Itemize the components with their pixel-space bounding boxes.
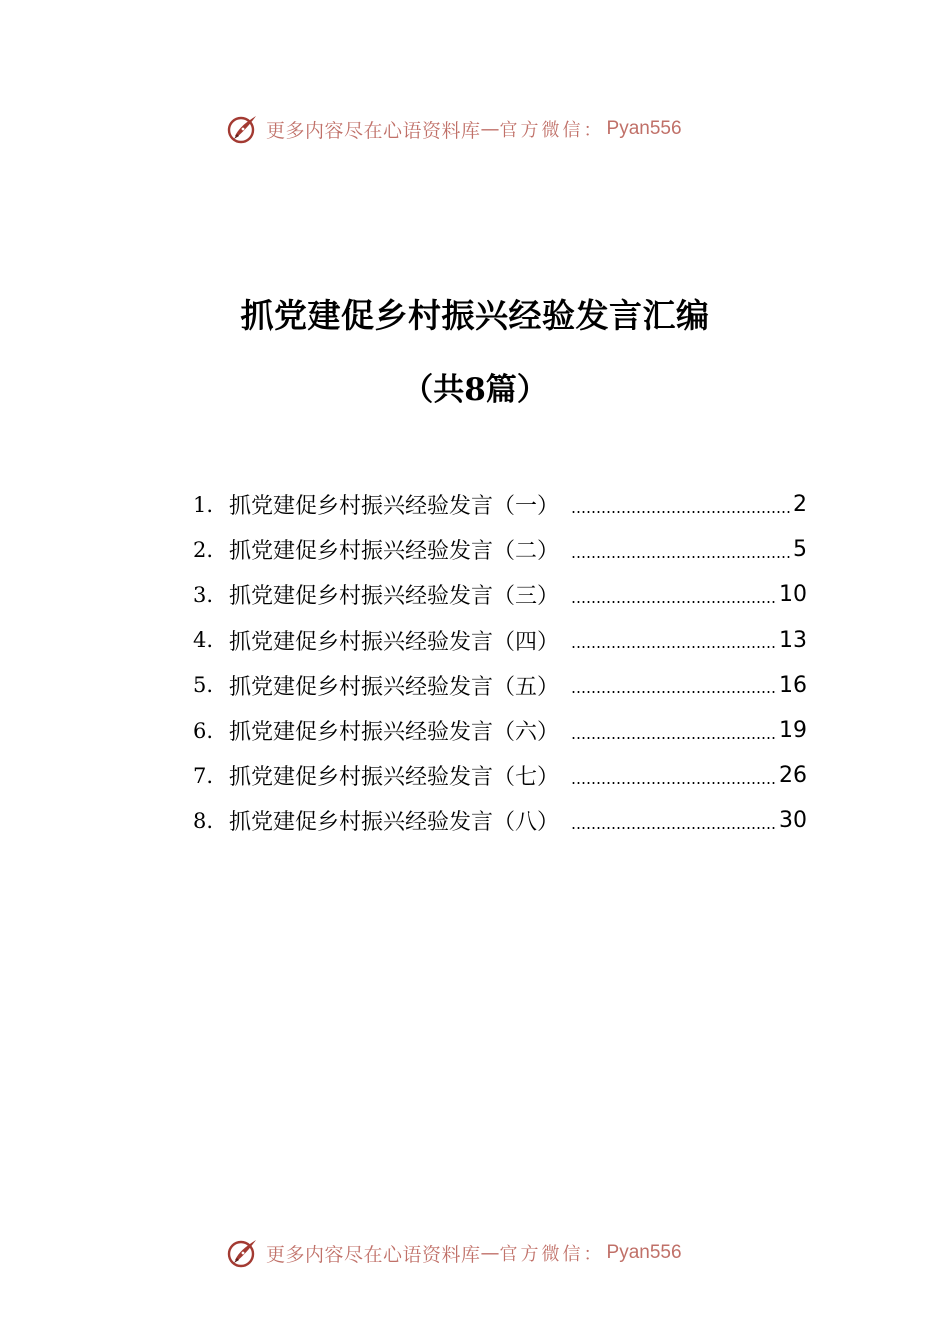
toc-entry-number: 4. <box>193 628 214 653</box>
fountain-pen-logo-icon <box>226 1236 260 1270</box>
toc-entry-number: 5. <box>193 673 214 698</box>
toc-entry-page: 26 <box>779 763 807 789</box>
banner-wechat-id: Pyan556 <box>606 1242 682 1263</box>
toc-entry-number: 2. <box>193 537 214 562</box>
banner-main-text: 更多内容尽在心语资料库 <box>266 119 481 142</box>
toc-entry-page: 16 <box>779 672 807 698</box>
toc-entry-number: 3. <box>193 582 214 607</box>
toc-dot-leader <box>571 691 777 693</box>
toc-entry-2[interactable] <box>193 527 807 572</box>
toc-entry-number: 6. <box>193 718 214 743</box>
toc-entry-page: 13 <box>779 627 807 653</box>
banner-separator: — <box>480 1242 500 1264</box>
toc-entry-page: 30 <box>779 808 807 834</box>
toc-entry-page: 10 <box>779 582 807 608</box>
toc-dot-leader <box>571 827 777 829</box>
toc-dot-leader <box>571 601 777 603</box>
toc-entry-number: 8. <box>193 808 214 833</box>
toc-entry-1[interactable] <box>193 482 807 527</box>
banner-wechat-label: 官方微信： <box>499 1244 605 1265</box>
toc-entry-3[interactable] <box>193 572 807 617</box>
toc-dot-leader <box>571 646 777 648</box>
banner-wechat-id: Pyan556 <box>606 118 682 139</box>
banner-wechat-label: 官方微信： <box>499 120 605 141</box>
banner-separator: — <box>480 118 500 140</box>
toc-entry-5[interactable] <box>193 663 807 708</box>
footer-banner <box>226 1235 682 1271</box>
toc-dot-leader <box>571 511 791 513</box>
toc-entry-number: 7. <box>193 763 214 788</box>
toc-entry-title: 抓党建促乡村振兴经验发言（五） <box>229 674 560 700</box>
toc-entry-title: 抓党建促乡村振兴经验发言（六） <box>229 720 560 746</box>
toc-entry-title: 抓党建促乡村振兴经验发言（七） <box>229 765 560 791</box>
toc-dot-leader <box>571 737 777 739</box>
header-banner <box>226 111 682 147</box>
toc-entry-7[interactable] <box>193 753 807 798</box>
toc-entry-4[interactable] <box>193 618 807 663</box>
toc-entry-page: 2 <box>793 492 807 518</box>
toc-entry-title: 抓党建促乡村振兴经验发言（二） <box>229 539 560 565</box>
document-title: 抓党建促乡村振兴经验发言汇编 <box>240 296 710 335</box>
toc-entry-6[interactable] <box>193 708 807 753</box>
table-of-contents <box>193 482 807 844</box>
toc-entry-title: 抓党建促乡村振兴经验发言（四） <box>229 629 560 655</box>
toc-entry-title: 抓党建促乡村振兴经验发言（一） <box>229 494 560 520</box>
document-subtitle: （共8篇） <box>402 372 548 408</box>
banner-main-text: 更多内容尽在心语资料库 <box>266 1243 481 1266</box>
toc-entry-page: 19 <box>779 718 807 744</box>
toc-entry-8[interactable] <box>193 798 807 843</box>
toc-entry-number: 1. <box>193 492 214 517</box>
toc-entry-page: 5 <box>793 537 807 563</box>
toc-entry-title: 抓党建促乡村振兴经验发言（三） <box>229 584 560 610</box>
fountain-pen-logo-icon <box>226 112 260 146</box>
toc-dot-leader <box>571 556 791 558</box>
toc-dot-leader <box>571 782 777 784</box>
toc-entry-title: 抓党建促乡村振兴经验发言（八） <box>229 810 560 836</box>
